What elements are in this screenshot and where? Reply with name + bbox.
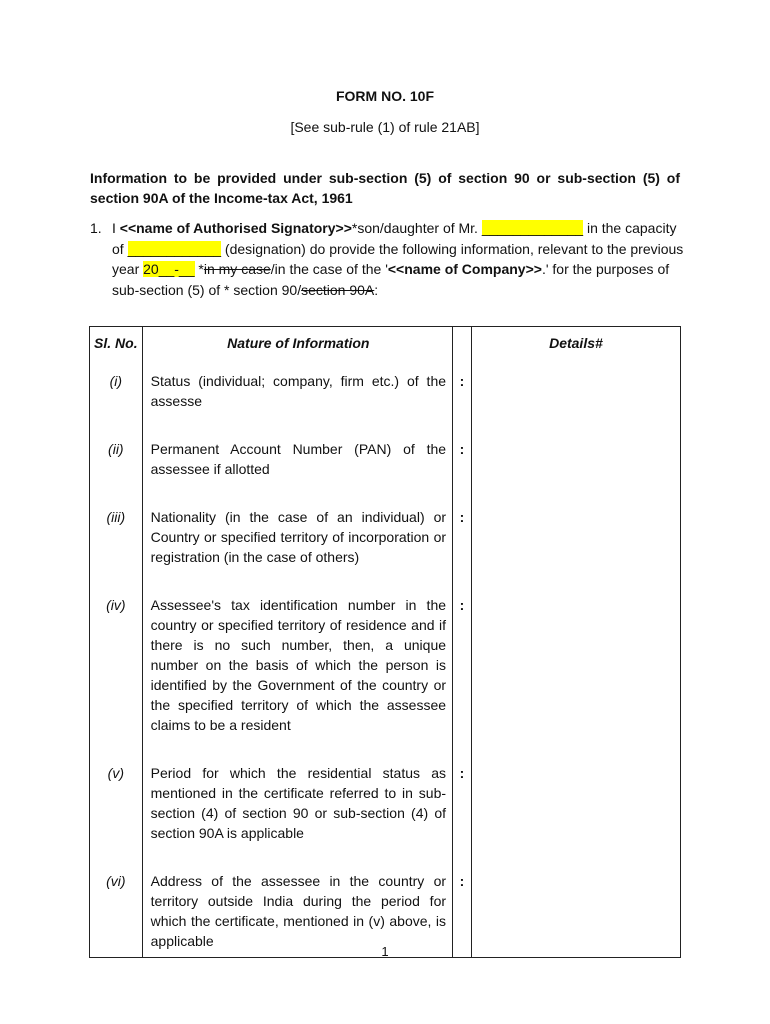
row-separator: : [453, 427, 472, 495]
row-separator: : [453, 583, 472, 751]
row-details-field[interactable] [471, 359, 680, 427]
table-row [90, 427, 681, 495]
column-header-details: Details# [471, 327, 680, 360]
text-fragment: of [112, 240, 128, 257]
row-nature: Period for which the residential status as mentioned in the certificate referred to in sub-section (4) of section 90 or sub-section (4) of section 90A is applicable [142, 751, 452, 859]
column-header-separator [453, 327, 472, 360]
text-fragment: .' for the purposes of [541, 261, 670, 277]
table-header-row [90, 327, 681, 360]
row-details-field[interactable] [471, 751, 680, 859]
row-separator: : [453, 359, 472, 427]
declaration-line-3 [112, 259, 669, 280]
column-header-nature: Nature of Information [142, 327, 452, 360]
text-fragment: (designation) do provide the following information, relevant to the previous [221, 240, 684, 257]
form-heading: Information to be provided under sub-section (5) of section 90 or sub-section (5) of section 90A of the Income-tax Act, 1961 [90, 170, 680, 206]
form-subtitle: [See sub-rule (1) of rule 21AB] [290, 119, 480, 135]
row-nature: Permanent Account Number (PAN) of the assessee if allotted [142, 427, 452, 495]
declaration-line-1 [112, 218, 676, 239]
table-row [90, 495, 681, 583]
text-fragment: year [112, 261, 144, 277]
table-row [90, 859, 681, 958]
designation-blank[interactable]: ____________ [127, 240, 222, 257]
struck-text: in my case [203, 261, 271, 277]
row-sl-no: (v) [90, 751, 143, 859]
row-nature: Status (individual; company, firm etc.) of the assesse [142, 359, 452, 427]
table-row [90, 583, 681, 751]
row-details-field[interactable] [471, 427, 680, 495]
row-details-field[interactable] [471, 859, 680, 958]
row-sl-no: (ii) [90, 427, 143, 495]
authorised-signatory-placeholder[interactable]: <<name of Authorised Signatory>> [119, 220, 352, 236]
previous-year-blank[interactable]: 20__-__ [143, 261, 195, 277]
row-nature: Nationality (in the case of an individual) or Country or specified territory of incorporation or registration (in the case of others) [142, 495, 452, 583]
row-sl-no: (iv) [90, 583, 143, 751]
form-title: FORM NO. 10F [335, 88, 434, 104]
row-separator: : [453, 495, 472, 583]
column-header-sl-no: Sl. No. [90, 327, 143, 360]
row-separator: : [453, 859, 472, 958]
row-details-field[interactable] [471, 495, 680, 583]
text-fragment: in the capacity [583, 220, 677, 236]
row-details-field[interactable] [471, 583, 680, 751]
text-fragment: /in the case of the ' [270, 261, 388, 277]
declaration-line-4 [112, 280, 378, 301]
declaration-line-2 [112, 239, 683, 260]
text-fragment: *son/daughter of Mr. [351, 220, 482, 236]
father-name-blank[interactable]: _____________ [481, 220, 584, 236]
text-fragment: * [194, 261, 204, 277]
text-fragment: sub-section (5) of * section 90/ [112, 281, 302, 298]
paragraph-number: 1. [90, 220, 102, 236]
table-row [90, 751, 681, 859]
row-sl-no: (i) [90, 359, 143, 427]
row-nature: Address of the assessee in the country or territory outside India during the period for which the certificate, mentioned in (v) above, is applicable [142, 859, 452, 958]
row-sl-no: (iii) [90, 495, 143, 583]
text-fragment: : [374, 281, 379, 298]
row-sl-no: (vi) [90, 859, 143, 958]
company-name-placeholder[interactable]: <<name of Company>> [387, 261, 542, 277]
table-row [90, 359, 681, 427]
information-table [89, 326, 681, 958]
row-separator: : [453, 751, 472, 859]
page-number: 1 [381, 944, 389, 959]
struck-text: section 90A [301, 281, 375, 298]
row-nature: Assessee's tax identification number in the country or specified territory of residence and if there is no such number, then, a unique number on the basis of which the person is identified by the Government of the country or the specified territory of which the assessee claims to be a resident [142, 583, 452, 751]
text-fragment: I [112, 220, 120, 236]
